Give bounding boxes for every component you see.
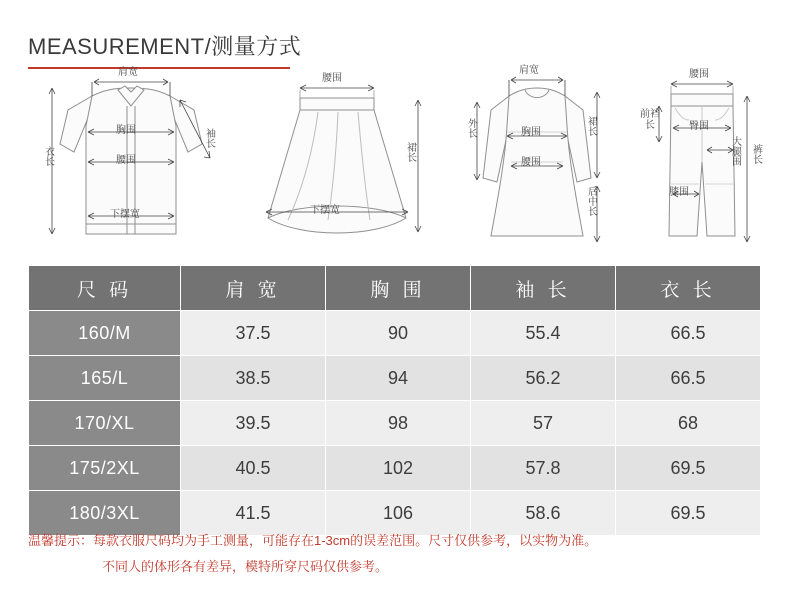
cell-shoulder: 41.5: [181, 491, 326, 536]
cell-length: 66.5: [616, 356, 761, 401]
label-shoulder-width: 肩宽: [118, 67, 138, 78]
cell-shoulder: 40.5: [181, 446, 326, 491]
column-header-chest: 胸 围: [326, 266, 471, 311]
page-title: MEASUREMENT/测量方式: [28, 34, 302, 59]
footer-notes: [28, 528, 763, 580]
page-header: [28, 30, 768, 69]
table-row: [29, 311, 761, 356]
cell-length: 69.5: [616, 491, 761, 536]
cell-sleeve: 57.8: [471, 446, 616, 491]
measurement-diagrams: [22, 66, 768, 256]
note-line-2: 不同人的体形各有差异，模特所穿尺码仅供参考。: [102, 559, 389, 574]
column-header-shoulder: 肩 宽: [181, 266, 326, 311]
cell-size: 180/3XL: [29, 491, 181, 536]
column-header-length: 衣 长: [616, 266, 761, 311]
label-pants-knee: 膝围: [669, 187, 689, 198]
label-hem-width: 下摆宽: [110, 209, 140, 220]
cell-sleeve: 55.4: [471, 311, 616, 356]
cell-size: 170/XL: [29, 401, 181, 446]
cell-chest: 98: [326, 401, 471, 446]
table-row: [29, 356, 761, 401]
table-row: [29, 401, 761, 446]
label-pants-length: 裤长: [750, 144, 762, 164]
cell-size: 175/2XL: [29, 446, 181, 491]
cell-chest: 106: [326, 491, 471, 536]
label-sleeve-length: 袖长: [203, 128, 215, 148]
label-pants-thigh: 大腿围: [729, 136, 741, 166]
diagram-shirt: [30, 66, 240, 256]
label-pants-waist: 腰围: [689, 69, 709, 80]
cell-size: 160/M: [29, 311, 181, 356]
cell-sleeve: 58.6: [471, 491, 616, 536]
cell-shoulder: 39.5: [181, 401, 326, 446]
cell-sleeve: 57: [471, 401, 616, 446]
cell-size: 165/L: [29, 356, 181, 401]
diagram-pants: [637, 66, 767, 256]
label-skirt-waist: 腰围: [322, 73, 342, 84]
label-dress-waist: 腰围: [521, 157, 541, 168]
label-waist: 腰围: [116, 155, 136, 166]
label-dress-chest: 胸围: [521, 127, 541, 138]
diagram-skirt: [252, 66, 432, 256]
label-dress-skirt-length: 裙长: [585, 116, 597, 136]
cell-chest: 90: [326, 311, 471, 356]
label-skirt-length: 裙长: [404, 142, 416, 162]
cell-length: 68: [616, 401, 761, 446]
cell-shoulder: 37.5: [181, 311, 326, 356]
column-header-size: 尺 码: [29, 266, 181, 311]
note-line-1: 温馨提示：每款衣服尺码均为手工测量，可能存在1-3cm的误差范围。尺寸仅供参考，以实物为准。: [28, 533, 598, 548]
cell-sleeve: 56.2: [471, 356, 616, 401]
label-dress-back-center-length: 后中长: [585, 186, 597, 216]
label-dress-outer-length: 外长: [465, 118, 477, 138]
label-skirt-hem-width: 下摆宽: [310, 205, 340, 216]
table-row: [29, 446, 761, 491]
cell-chest: 102: [326, 446, 471, 491]
size-table: [28, 265, 761, 536]
label-pants-front-rise: 前裆长: [640, 109, 660, 131]
table-header-row: [29, 266, 761, 311]
pants-illustration: [637, 66, 767, 256]
diagram-dress: [457, 66, 617, 256]
cell-chest: 94: [326, 356, 471, 401]
cell-length: 69.5: [616, 446, 761, 491]
cell-length: 66.5: [616, 311, 761, 356]
label-dress-shoulder: 肩宽: [519, 65, 539, 76]
label-body-length: 衣长: [42, 146, 54, 166]
cell-shoulder: 38.5: [181, 356, 326, 401]
label-pants-hip: 臀围: [689, 121, 709, 132]
label-chest: 胸围: [116, 125, 136, 136]
column-header-sleeve: 袖 长: [471, 266, 616, 311]
